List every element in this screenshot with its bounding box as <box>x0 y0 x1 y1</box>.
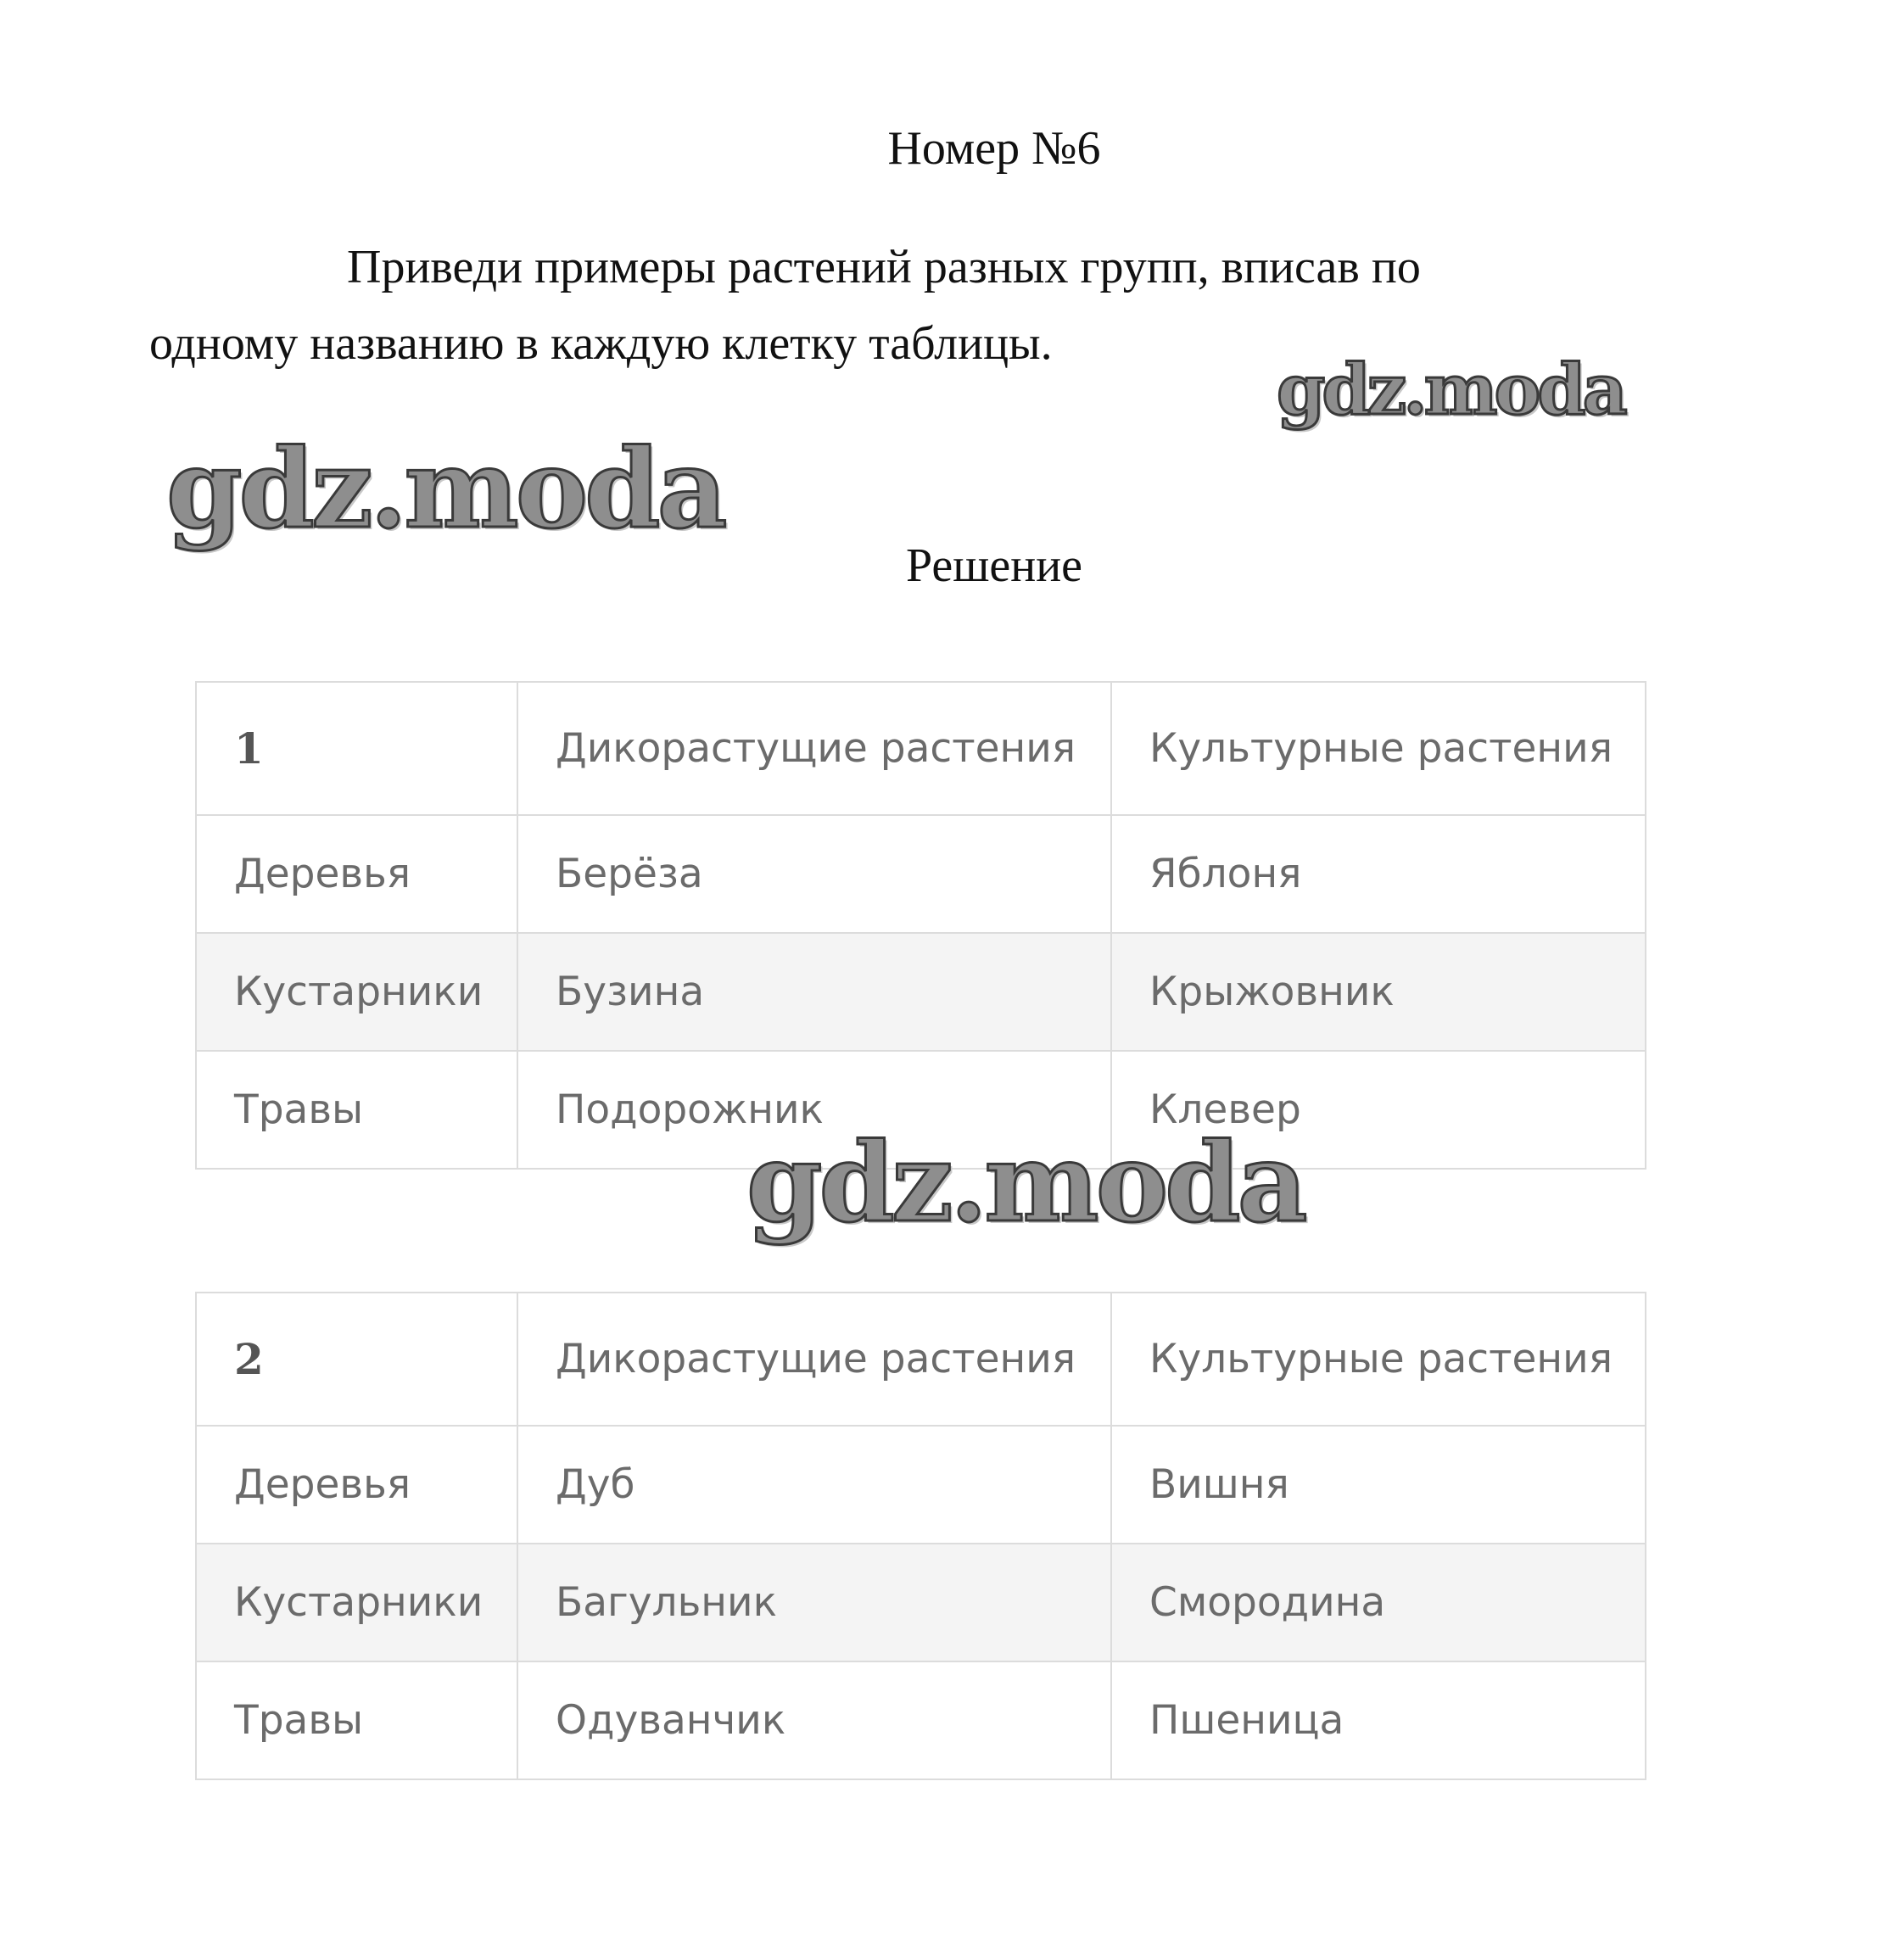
cultivated-plant-cell: Смородина <box>1111 1544 1646 1661</box>
wild-plant-cell: Дуб <box>517 1426 1111 1544</box>
column-header-cultivated: Культурные растения <box>1111 1293 1646 1426</box>
watermark-logo: gdz.moda <box>746 1120 1305 1247</box>
table-row <box>196 815 1646 933</box>
table-number: 1 <box>196 682 517 815</box>
plants-table-2 <box>195 1292 1646 1780</box>
watermark-logo: gdz.moda <box>166 426 724 553</box>
wild-plant-cell: Бузина <box>517 933 1111 1051</box>
row-group-label: Кустарники <box>196 933 517 1051</box>
plants-table-1 <box>195 681 1646 1170</box>
table-row <box>196 933 1646 1051</box>
solution-heading: Решение <box>905 539 1083 592</box>
table-header-row <box>196 682 1646 815</box>
table-number: 2 <box>196 1293 517 1426</box>
table-row <box>196 1426 1646 1544</box>
column-header-wild: Дикорастущие растения <box>517 1293 1111 1426</box>
wild-plant-cell: Берёза <box>517 815 1111 933</box>
table-row <box>196 1661 1646 1779</box>
row-group-label: Деревья <box>196 1426 517 1544</box>
column-header-cultivated: Культурные растения <box>1111 682 1646 815</box>
cultivated-plant-cell: Вишня <box>1111 1426 1646 1544</box>
cultivated-plant-cell: Яблоня <box>1111 815 1646 933</box>
row-group-label: Травы <box>196 1661 517 1779</box>
cultivated-plant-cell: Клевер <box>1111 1051 1646 1169</box>
row-group-label: Травы <box>196 1051 517 1169</box>
watermark-logo: gdz.moda <box>1277 349 1624 431</box>
wild-plant-cell: Багульник <box>517 1544 1111 1661</box>
task-line-1: Приведи примеры растений разных групп, вписав по <box>347 241 1421 293</box>
page-title: Номер №6 <box>887 122 1101 175</box>
cultivated-plant-cell: Крыжовник <box>1111 933 1646 1051</box>
table-header-row <box>196 1293 1646 1426</box>
row-group-label: Кустарники <box>196 1544 517 1661</box>
wild-plant-cell: Подорожник <box>517 1051 1111 1169</box>
table-row <box>196 1544 1646 1661</box>
column-header-wild: Дикорастущие растения <box>517 682 1111 815</box>
row-group-label: Деревья <box>196 815 517 933</box>
cultivated-plant-cell: Пшеница <box>1111 1661 1646 1779</box>
task-line-2: одному названию в каждую клетку таблицы. <box>149 317 1053 370</box>
wild-plant-cell: Одуванчик <box>517 1661 1111 1779</box>
